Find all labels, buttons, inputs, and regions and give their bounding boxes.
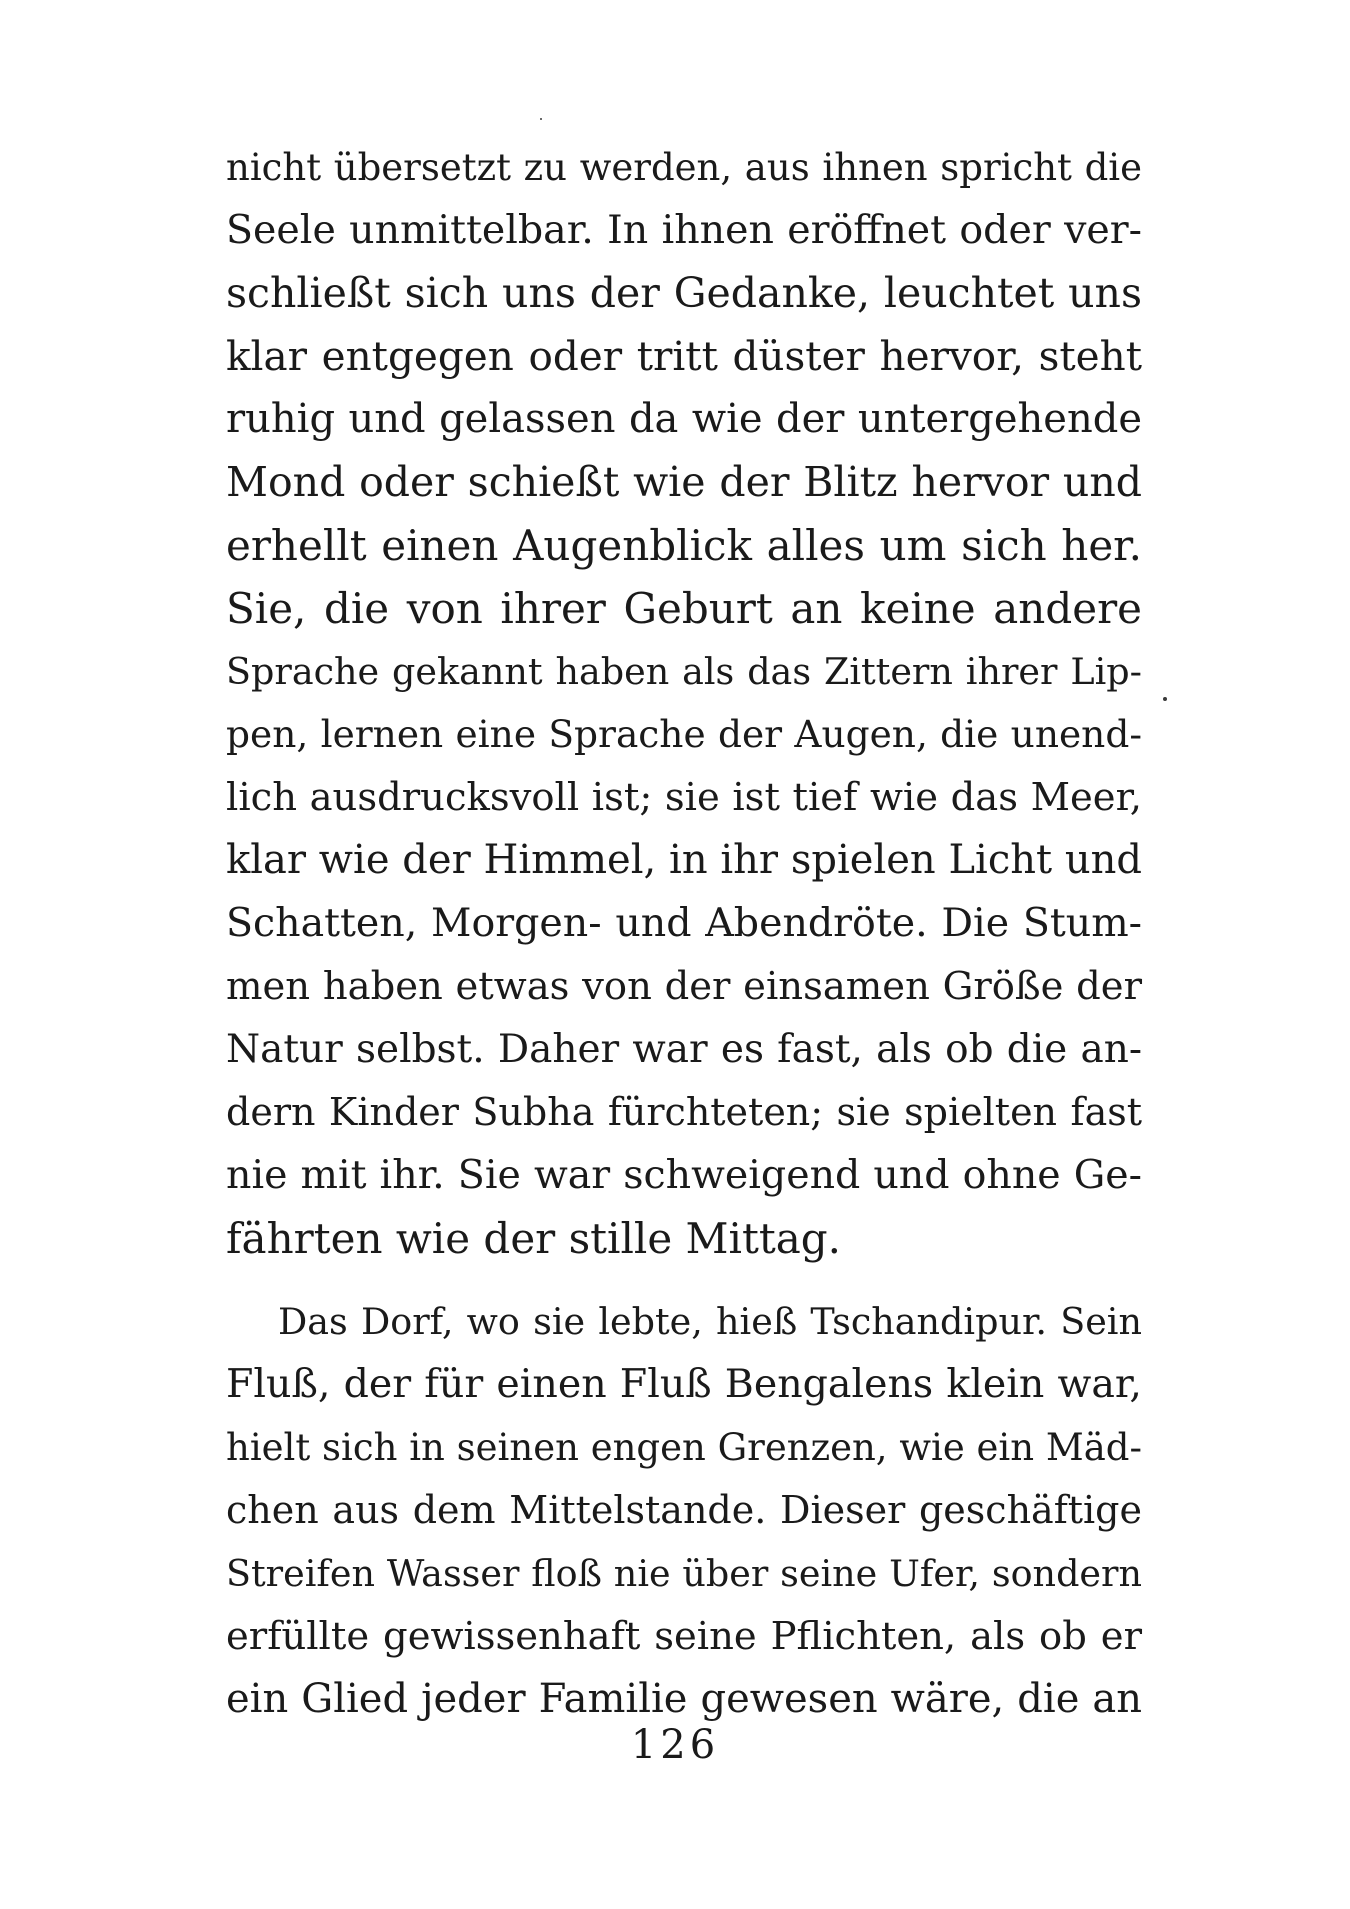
text-line: Schatten, Morgen- und Abendröte. Die Stum-: [226, 900, 1142, 946]
text-line: Seele unmittelbar. In ihnen eröffnet oder ver-: [226, 207, 1142, 253]
text-line: erfüllte gewissenhaft seine Pflichten, als ob er: [226, 1614, 1142, 1659]
print-speck: [540, 118, 542, 120]
text-line: lich ausdrucksvoll ist; sie ist tief wie das Meer,: [226, 775, 1142, 820]
text-line: nicht übersetzt zu werden, aus ihnen spricht die: [226, 146, 1142, 189]
text-line: nie mit ihr. Sie war schweigend und ohne Ge-: [226, 1152, 1142, 1198]
text-line: Mond oder schießt wie der Blitz hervor und: [226, 458, 1142, 506]
text-line: Streifen Wasser floß nie über seine Ufer, sondern: [226, 1552, 1142, 1595]
text-line: ein Glied jeder Familie gewesen wäre, die an: [226, 1676, 1142, 1722]
text-line: men haben etwas von der einsamen Größe der: [226, 964, 1142, 1009]
body-text: [226, 136, 1142, 1731]
print-speck: [1163, 697, 1167, 701]
text-line: Natur selbst. Daher war es fast, als ob die an-: [226, 1027, 1142, 1072]
text-line: schließt sich uns der Gedanke, leuchtet uns: [226, 269, 1142, 317]
text-line: klar wie der Himmel, in ihr spielen Licht und: [226, 837, 1142, 883]
text-line: dern Kinder Subha fürchteten; sie spielten fast: [226, 1090, 1142, 1134]
page-number: 126: [630, 1722, 720, 1768]
text-line: Fluß, der für einen Fluß Bengalens klein war,: [226, 1361, 1142, 1407]
text-line: ruhig und gelassen da wie der untergehende: [226, 396, 1142, 442]
text-line: pen, lernen eine Sprache der Augen, die unend-: [226, 712, 1142, 756]
text-line: klar entgegen oder tritt düster hervor, steht: [226, 332, 1142, 380]
text-line: hielt sich in seinen engen Grenzen, wie ein Mäd-: [226, 1426, 1142, 1469]
text-line: fährten wie der stille Mittag.: [226, 1214, 842, 1263]
text-line: Das Dorf, wo sie lebte, hieß Tschandipur. Sein: [278, 1300, 1142, 1343]
text-line: Sie, die von ihrer Geburt an keine andere: [226, 584, 1142, 633]
text-line: Sprache gekannt haben als das Zittern ihrer Lip-: [226, 650, 1142, 693]
paragraph-1: [226, 136, 1142, 1270]
text-line: chen aus dem Mittelstande. Dieser geschäftige: [226, 1488, 1142, 1532]
paragraph-2: [226, 1290, 1142, 1731]
text-line: erhellt einen Augenblick alles um sich her.: [226, 521, 1142, 570]
